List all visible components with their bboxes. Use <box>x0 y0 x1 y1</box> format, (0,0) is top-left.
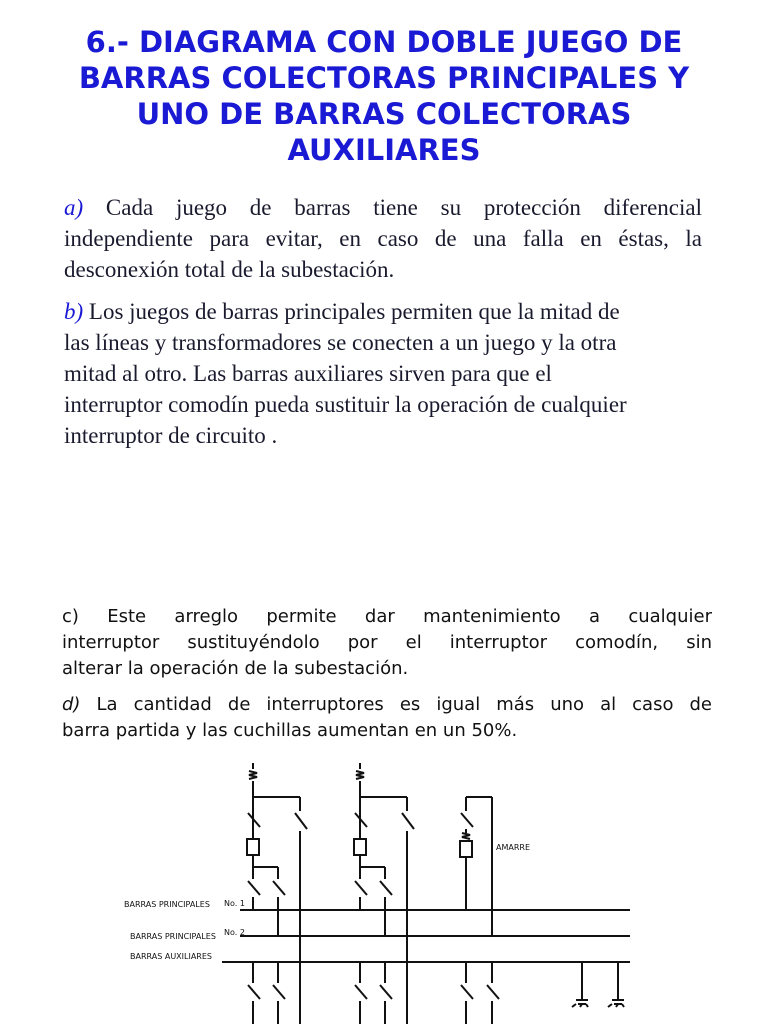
label-bus-principal-1-number: No. 1 <box>224 899 245 908</box>
paragraph-b-line: las líneas y transformadores se conecten a un juego y la otra <box>64 330 617 355</box>
paragraph-c-line: c) Este arreglo permite dar mantenimiento a cualquier <box>62 606 712 627</box>
paragraph-a-line: independiente para evitar, en caso de una falla en éstas, la <box>64 226 702 251</box>
paragraph-a-tag: a) <box>64 195 84 220</box>
label-tie: AMARRE <box>496 843 531 852</box>
label-bus-principal-2: BARRAS PRINCIPALES <box>130 932 216 941</box>
paragraph-b-line: interruptor comodín pueda sustituir la operación de cualquier <box>64 392 627 417</box>
paragraph-c-line: interruptor sustituyéndolo por el interruptor comodín, sin <box>62 632 712 653</box>
paragraph-b-line: interruptor de circuito . <box>64 423 278 448</box>
title-line: UNO DE BARRAS COLECTORAS <box>136 97 632 131</box>
ground-symbols <box>572 962 624 1007</box>
paragraph-a-line: desconexión total de la subestación. <box>64 257 395 282</box>
paragraph-d <box>62 692 712 744</box>
paragraph-a <box>64 192 702 285</box>
title-line: AUXILIARES <box>287 133 481 167</box>
page-title <box>40 24 728 168</box>
paragraph-d-line: La cantidad de interruptores es igual más uno al caso de <box>80 694 712 715</box>
paragraph-b <box>64 296 702 451</box>
paragraph-b-tag: b) <box>64 299 84 324</box>
paragraph-c <box>62 604 712 682</box>
paragraph-d-line: barra partida y las cuchillas aumentan en un 50%. <box>62 720 518 741</box>
single-line-diagram <box>110 755 640 1024</box>
label-bus-auxiliary: BARRAS AUXILIARES <box>130 952 212 961</box>
paragraph-d-tag: d) <box>62 694 81 715</box>
paragraph-c-line: alterar la operación de la subestación. <box>62 658 409 679</box>
paragraph-b-line: Los juegos de barras principales permiten que la mitad de <box>83 299 620 324</box>
label-bus-principal-1: BARRAS PRINCIPALES <box>124 900 210 909</box>
bay-2 <box>354 763 414 1024</box>
label-bus-principal-2-number: No. 2 <box>224 928 245 937</box>
title-line: BARRAS COLECTORAS PRINCIPALES Y <box>78 61 690 95</box>
paragraph-b-line: mitad al otro. Las barras auxiliares sirven para que el <box>64 361 552 386</box>
bay-1 <box>247 763 307 1024</box>
paragraph-a-line: Cada juego de barras tiene su protección diferencial <box>83 195 702 220</box>
title-line: 6.- DIAGRAMA CON DOBLE JUEGO DE <box>85 25 683 59</box>
